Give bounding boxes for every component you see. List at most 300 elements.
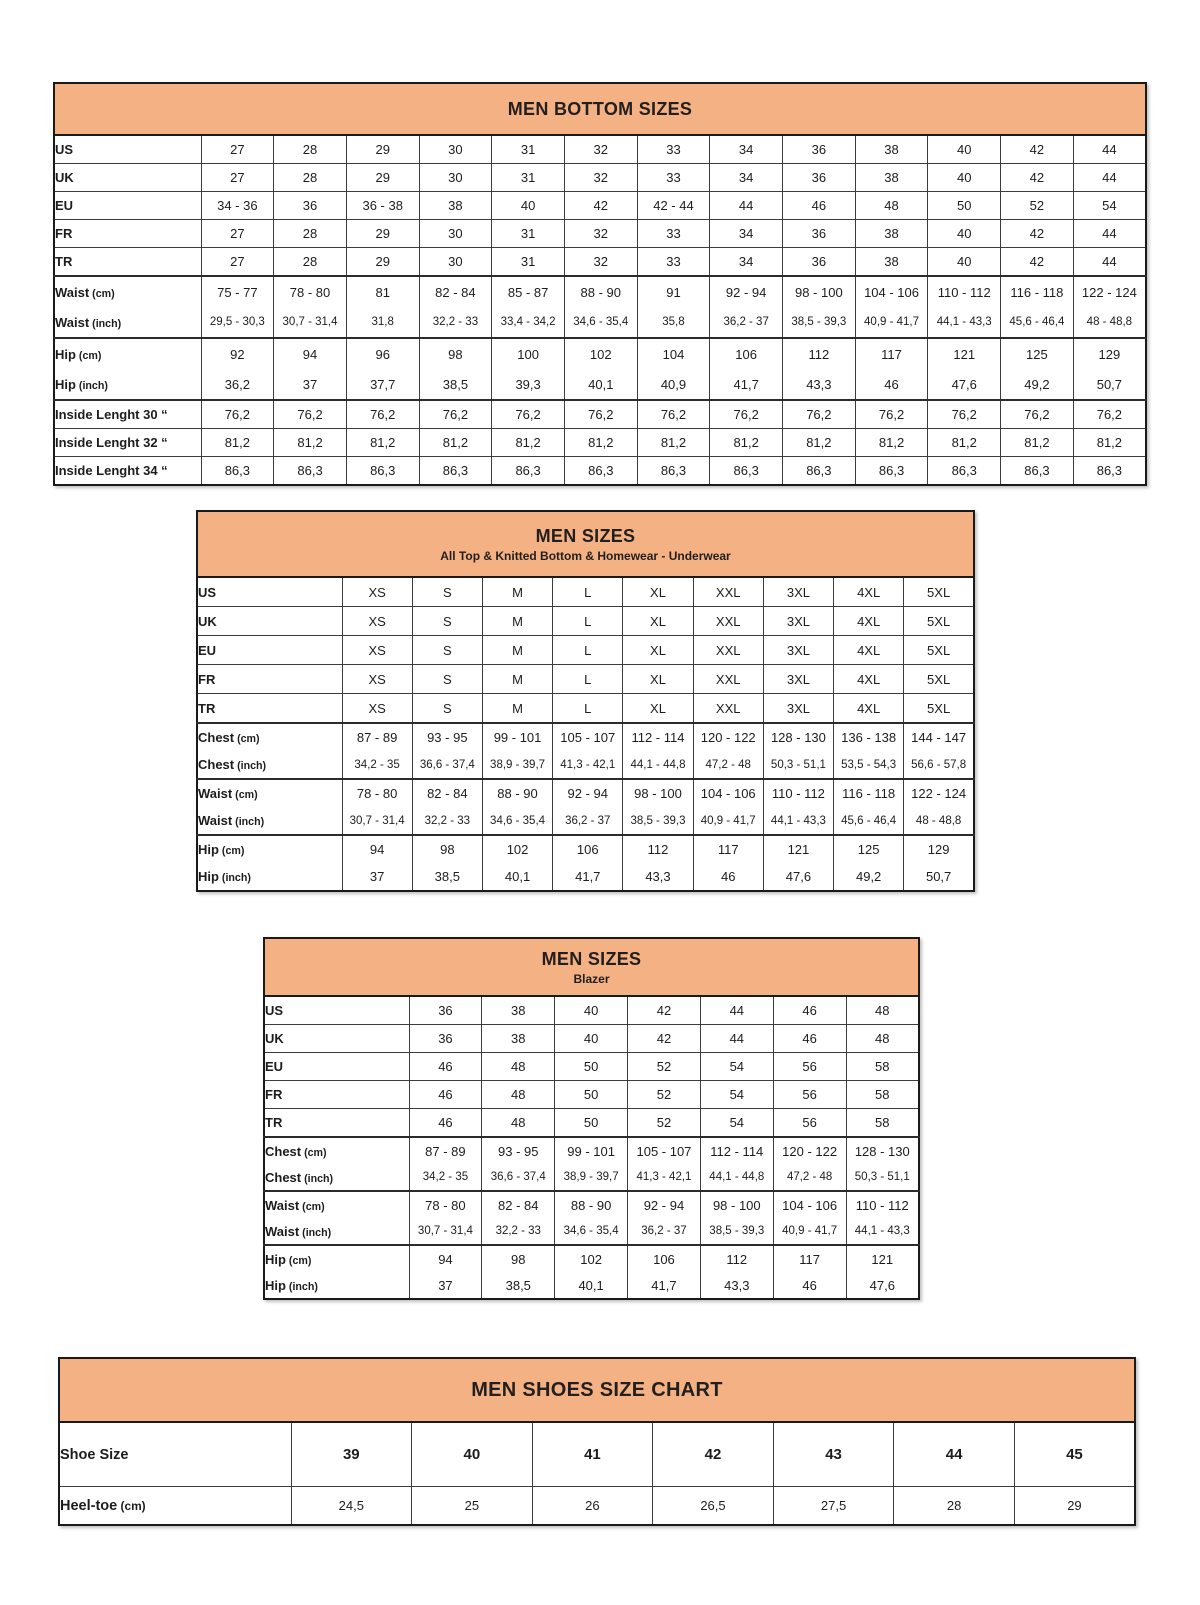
size-cell: 125	[834, 835, 904, 863]
size-cell: 44,1 - 44,8	[700, 1164, 773, 1191]
size-cell: 25	[412, 1487, 533, 1526]
size-cell: 5XL	[904, 607, 974, 636]
table-row	[197, 835, 974, 863]
size-cell: 26	[532, 1487, 653, 1526]
size-cell: 82 - 84	[412, 779, 482, 807]
size-cell: 42	[653, 1422, 774, 1487]
size-cell: 29,5 - 30,3	[201, 307, 274, 338]
row-label: FR	[197, 665, 342, 694]
row-label: Hip (cm)	[54, 338, 201, 369]
row-label: TR	[264, 1109, 409, 1138]
men-sizes-top-knitted	[196, 510, 975, 892]
size-cell: 42	[564, 192, 637, 220]
table-row	[264, 1081, 919, 1109]
size-cell: 86,3	[201, 457, 274, 486]
table-row	[59, 1487, 1135, 1526]
size-cell: XXL	[693, 577, 763, 607]
size-cell: XL	[623, 665, 693, 694]
size-cell: 5XL	[904, 665, 974, 694]
row-label: Waist (cm)	[54, 276, 201, 307]
size-cell: 44	[1073, 248, 1146, 277]
size-cell: 116 - 118	[1001, 276, 1074, 307]
size-cell: 34 - 36	[201, 192, 274, 220]
size-cell: 86,3	[346, 457, 419, 486]
size-cell: 106	[553, 835, 623, 863]
size-cell: 76,2	[928, 400, 1001, 429]
size-cell: 144 - 147	[904, 723, 974, 751]
size-cell: 24,5	[291, 1487, 412, 1526]
size-cell: 36,2 - 37	[553, 807, 623, 835]
row-label: TR	[197, 694, 342, 724]
size-cell: 50,3 - 51,1	[763, 751, 833, 779]
size-cell: 56	[773, 1053, 846, 1081]
size-cell: 34,6 - 35,4	[482, 807, 552, 835]
table-subtitle: Blazer	[573, 971, 610, 986]
table-row	[197, 807, 974, 835]
size-cell: 50	[555, 1053, 628, 1081]
size-cell: 31	[492, 164, 565, 192]
row-label: Inside Lenght 32 “	[54, 429, 201, 457]
size-cell: 36,2 - 37	[710, 307, 783, 338]
men-shoes-size-chart-table	[58, 1357, 1136, 1526]
size-cell: 30	[419, 248, 492, 277]
size-cell: 44	[1073, 164, 1146, 192]
size-cell: 37	[342, 863, 412, 891]
size-cell: 87 - 89	[409, 1137, 482, 1164]
size-cell: L	[553, 694, 623, 724]
size-cell: 47,6	[928, 369, 1001, 400]
size-cell: 81	[346, 276, 419, 307]
size-cell: 32,2 - 33	[419, 307, 492, 338]
row-label: Chest (cm)	[197, 723, 342, 751]
size-cell: 32,2 - 33	[412, 807, 482, 835]
size-cell: 38,9 - 39,7	[482, 751, 552, 779]
size-cell: 58	[846, 1053, 919, 1081]
size-cell: 81,2	[564, 429, 637, 457]
size-cell: 31,8	[346, 307, 419, 338]
size-cell: 32,2 - 33	[482, 1218, 555, 1245]
table-row	[264, 1218, 919, 1245]
row-label: Inside Lenght 34 “	[54, 457, 201, 486]
size-cell: 86,3	[855, 457, 928, 486]
size-cell: 76,2	[419, 400, 492, 429]
size-cell: 38,5	[412, 863, 482, 891]
size-cell: 34,6 - 35,4	[555, 1218, 628, 1245]
table-row	[264, 1191, 919, 1218]
size-cell: 36	[409, 1025, 482, 1053]
size-cell: 85 - 87	[492, 276, 565, 307]
size-cell: 33	[637, 164, 710, 192]
row-label: Waist (cm)	[197, 779, 342, 807]
size-cell: 47,2 - 48	[773, 1164, 846, 1191]
size-cell: 76,2	[1001, 400, 1074, 429]
size-cell: 40	[928, 135, 1001, 164]
size-cell: 47,2 - 48	[693, 751, 763, 779]
size-cell: 121	[928, 338, 1001, 369]
men-bottom-sizes-table	[53, 82, 1147, 486]
size-cell: M	[482, 607, 552, 636]
size-cell: 94	[274, 338, 347, 369]
table-row	[54, 276, 1146, 307]
size-cell: 45,6 - 46,4	[834, 807, 904, 835]
size-cell: 29	[346, 164, 419, 192]
size-cell: 78 - 80	[274, 276, 347, 307]
size-cell: 46	[855, 369, 928, 400]
row-label: UK	[54, 164, 201, 192]
size-cell: 125	[1001, 338, 1074, 369]
size-cell: M	[482, 694, 552, 724]
size-cell: 27,5	[773, 1487, 894, 1526]
size-cell: 40,1	[555, 1272, 628, 1299]
size-cell: 99 - 101	[482, 723, 552, 751]
row-label: Hip (cm)	[264, 1245, 409, 1272]
size-cell: 110 - 112	[763, 779, 833, 807]
size-cell: 50,7	[904, 863, 974, 891]
size-cell: 31	[492, 248, 565, 277]
size-cell: S	[412, 665, 482, 694]
table-row	[59, 1422, 1135, 1487]
size-cell: 42	[628, 1025, 701, 1053]
size-cell: 48 - 48,8	[1073, 307, 1146, 338]
size-cell: 86,3	[274, 457, 347, 486]
table-row	[54, 192, 1146, 220]
size-cell: 86,3	[637, 457, 710, 486]
size-cell: 38	[855, 135, 928, 164]
table-row	[197, 665, 974, 694]
size-cell: 49,2	[1001, 369, 1074, 400]
table-row	[54, 248, 1146, 277]
size-cell: 53,5 - 54,3	[834, 751, 904, 779]
size-cell: 44	[1073, 135, 1146, 164]
table-row	[197, 577, 974, 607]
size-cell: 3XL	[763, 665, 833, 694]
size-cell: 98 - 100	[700, 1191, 773, 1218]
size-cell: 44,1 - 43,3	[763, 807, 833, 835]
size-cell: 86,3	[419, 457, 492, 486]
size-cell: 36	[783, 220, 856, 248]
row-label: Hip (cm)	[197, 835, 342, 863]
size-cell: 92 - 94	[710, 276, 783, 307]
size-cell: 86,3	[783, 457, 856, 486]
size-cell: 81,2	[492, 429, 565, 457]
size-cell: 54	[700, 1109, 773, 1138]
size-cell: 28	[274, 220, 347, 248]
size-cell: 41,7	[710, 369, 783, 400]
row-label: Waist (inch)	[198, 813, 265, 828]
size-cell: 40,9 - 41,7	[855, 307, 928, 338]
size-cell: 46	[409, 1081, 482, 1109]
size-cell: 38,5 - 39,3	[700, 1218, 773, 1245]
size-cell: 76,2	[274, 400, 347, 429]
size-cell: 44,1 - 43,3	[846, 1218, 919, 1245]
size-cell: 45,6 - 46,4	[1001, 307, 1074, 338]
size-cell: 36	[783, 135, 856, 164]
size-cell: 40,9 - 41,7	[773, 1218, 846, 1245]
size-cell: 104 - 106	[693, 779, 763, 807]
size-cell: 81,2	[928, 429, 1001, 457]
size-cell: 48	[855, 192, 928, 220]
size-cell: 102	[564, 338, 637, 369]
size-cell: 117	[693, 835, 763, 863]
size-cell: 121	[846, 1245, 919, 1272]
size-cell: 4XL	[834, 636, 904, 665]
size-cell: 45	[1014, 1422, 1135, 1487]
size-cell: XXL	[693, 694, 763, 724]
size-cell: 81,2	[201, 429, 274, 457]
size-cell: 100	[492, 338, 565, 369]
size-cell: 39	[291, 1422, 412, 1487]
size-cell: XXL	[693, 636, 763, 665]
size-cell: 3XL	[763, 694, 833, 724]
size-cell: 32	[564, 248, 637, 277]
size-cell: 76,2	[1073, 400, 1146, 429]
table-row	[197, 779, 974, 807]
size-cell: 39,3	[492, 369, 565, 400]
size-cell: 96	[346, 338, 419, 369]
row-label: Chest (inch)	[265, 1169, 334, 1185]
size-cell: 48	[482, 1081, 555, 1109]
size-cell: 30	[419, 164, 492, 192]
table-row	[54, 307, 1146, 338]
size-cell: 86,3	[492, 457, 565, 486]
size-cell: 46	[773, 1272, 846, 1299]
size-cell: 38,5	[482, 1272, 555, 1299]
size-cell: 27	[201, 248, 274, 277]
size-cell: 104 - 106	[773, 1191, 846, 1218]
size-cell: 78 - 80	[409, 1191, 482, 1218]
size-cell: 41,3 - 42,1	[553, 751, 623, 779]
size-cell: 76,2	[783, 400, 856, 429]
size-cell: 38,5 - 39,3	[623, 807, 693, 835]
size-cell: 40	[928, 248, 1001, 277]
size-cell: 128 - 130	[763, 723, 833, 751]
row-label: US	[265, 1003, 284, 1018]
size-cell: 38	[855, 164, 928, 192]
size-cell: 28	[274, 248, 347, 277]
size-cell: 106	[710, 338, 783, 369]
size-cell: 46	[773, 1025, 846, 1053]
table-header-band	[54, 83, 1146, 135]
table-row	[54, 400, 1146, 429]
size-cell: 76,2	[346, 400, 419, 429]
size-cell: 50,3 - 51,1	[846, 1164, 919, 1191]
size-cell: 37,7	[346, 369, 419, 400]
size-cell: 40,9	[637, 369, 710, 400]
size-cell: 28	[274, 164, 347, 192]
size-cell: 5XL	[904, 636, 974, 665]
size-cell: 81,2	[1001, 429, 1074, 457]
size-cell: 40	[555, 1025, 628, 1053]
size-cell: 33	[637, 220, 710, 248]
size-cell: 33,4 - 34,2	[492, 307, 565, 338]
size-cell: 81,2	[710, 429, 783, 457]
size-cell: 78 - 80	[342, 779, 412, 807]
size-cell: 42 - 44	[637, 192, 710, 220]
size-cell: 91	[637, 276, 710, 307]
size-cell: 34,6 - 35,4	[564, 307, 637, 338]
size-cell: 32	[564, 164, 637, 192]
size-cell: 48	[846, 996, 919, 1025]
size-cell: 122 - 124	[904, 779, 974, 807]
row-label: Hip (inch)	[265, 1277, 318, 1293]
table-header-band	[264, 938, 919, 996]
size-cell: 105 - 107	[628, 1137, 701, 1164]
table-row	[54, 429, 1146, 457]
size-cell: 42	[1001, 248, 1074, 277]
size-cell: 44,1 - 44,8	[623, 751, 693, 779]
size-cell: 34	[710, 135, 783, 164]
size-cell: 50	[555, 1081, 628, 1109]
size-cell: XS	[342, 636, 412, 665]
table-row	[54, 220, 1146, 248]
size-cell: M	[482, 665, 552, 694]
row-label: EU	[197, 636, 342, 665]
row-label: Shoe Size	[60, 1446, 129, 1463]
size-cell: 5XL	[904, 577, 974, 607]
size-cell: 93 - 95	[412, 723, 482, 751]
size-cell: 76,2	[710, 400, 783, 429]
size-cell: 41,7	[628, 1272, 701, 1299]
table-row	[264, 996, 919, 1025]
table-row	[264, 1109, 919, 1138]
size-cell: XS	[342, 665, 412, 694]
size-cell: 5XL	[904, 694, 974, 724]
table-row	[264, 1164, 919, 1191]
table-header-band	[197, 511, 974, 577]
size-cell: 43,3	[700, 1272, 773, 1299]
size-cell: 76,2	[492, 400, 565, 429]
size-cell: 40,1	[564, 369, 637, 400]
size-cell: 86,3	[564, 457, 637, 486]
size-cell: 29	[346, 220, 419, 248]
size-cell: 88 - 90	[564, 276, 637, 307]
table-row	[197, 723, 974, 751]
size-cell: XXL	[693, 665, 763, 694]
size-cell: 88 - 90	[555, 1191, 628, 1218]
size-cell: 37	[409, 1272, 482, 1299]
size-cell: 121	[763, 835, 833, 863]
size-cell: 50,7	[1073, 369, 1146, 400]
size-cell: 32	[564, 135, 637, 164]
size-cell: 29	[1014, 1487, 1135, 1526]
size-cell: XL	[623, 694, 693, 724]
size-cell: 92	[201, 338, 274, 369]
size-cell: 86,3	[928, 457, 1001, 486]
size-cell: 42	[1001, 220, 1074, 248]
size-cell: 117	[773, 1245, 846, 1272]
size-cell: 38	[482, 1025, 555, 1053]
size-cell: 40,1	[482, 863, 552, 891]
men-sizes-top-knitted-table	[196, 510, 975, 892]
size-cell: 34	[710, 220, 783, 248]
size-cell: 81,2	[783, 429, 856, 457]
size-cell: 4XL	[834, 577, 904, 607]
size-cell: 82 - 84	[419, 276, 492, 307]
size-cell: 56	[773, 1081, 846, 1109]
size-cell: 56	[773, 1109, 846, 1138]
size-cell: 40	[492, 192, 565, 220]
size-cell: 36,6 - 37,4	[412, 751, 482, 779]
size-cell: 75 - 77	[201, 276, 274, 307]
size-cell: 98	[482, 1245, 555, 1272]
size-cell: 46	[409, 1053, 482, 1081]
row-label: Waist (inch)	[265, 1223, 332, 1239]
table-header-band	[59, 1358, 1135, 1422]
size-cell: 41	[532, 1422, 653, 1487]
size-cell: 36,2	[201, 369, 274, 400]
row-label: Waist (inch)	[55, 314, 122, 330]
row-label: Hip (inch)	[198, 869, 251, 884]
table-row	[197, 694, 974, 724]
table-row	[54, 164, 1146, 192]
size-cell: 116 - 118	[834, 779, 904, 807]
size-cell: 112	[623, 835, 693, 863]
size-cell: 28	[894, 1487, 1015, 1526]
size-cell: 4XL	[834, 694, 904, 724]
size-cell: 4XL	[834, 665, 904, 694]
size-cell: 47,6	[846, 1272, 919, 1299]
size-cell: 33	[637, 248, 710, 277]
size-cell: 92 - 94	[553, 779, 623, 807]
size-cell: 105 - 107	[553, 723, 623, 751]
table-row	[264, 1137, 919, 1164]
size-cell: 112 - 114	[623, 723, 693, 751]
size-cell: 33	[637, 135, 710, 164]
size-cell: 44	[700, 1025, 773, 1053]
size-cell: 43,3	[783, 369, 856, 400]
size-cell: 92 - 94	[628, 1191, 701, 1218]
size-cell: 42	[628, 996, 701, 1025]
size-cell: 40	[928, 220, 1001, 248]
size-cell: 38	[482, 996, 555, 1025]
table-title: MEN SIZES	[541, 948, 642, 969]
table-row	[54, 369, 1146, 400]
row-label: FR	[54, 220, 201, 248]
size-cell: 48 - 48,8	[904, 807, 974, 835]
size-cell: S	[412, 694, 482, 724]
row-label: UK	[264, 1025, 409, 1053]
size-cell: 3XL	[763, 607, 833, 636]
size-cell: 4XL	[834, 607, 904, 636]
size-cell: 31	[492, 220, 565, 248]
size-cell: 54	[700, 1053, 773, 1081]
table-row	[264, 1025, 919, 1053]
size-cell: L	[553, 577, 623, 607]
size-cell: 40,9 - 41,7	[693, 807, 763, 835]
size-cell: 38	[419, 192, 492, 220]
row-label: Hip (inch)	[55, 376, 108, 392]
size-cell: L	[553, 665, 623, 694]
size-cell: 31	[492, 135, 565, 164]
size-cell: 29	[346, 248, 419, 277]
size-cell: 81,2	[346, 429, 419, 457]
table-row	[197, 863, 974, 891]
table-title: MEN SHOES SIZE CHART	[471, 1378, 723, 1401]
size-cell: 112 - 114	[700, 1137, 773, 1164]
size-cell: 44	[710, 192, 783, 220]
size-cell: 30	[419, 135, 492, 164]
size-cell: 34	[710, 164, 783, 192]
size-cell: 27	[201, 164, 274, 192]
size-cell: 98	[419, 338, 492, 369]
row-label: TR	[54, 248, 201, 277]
table-row	[54, 338, 1146, 369]
size-cell: 30,7 - 31,4	[342, 807, 412, 835]
row-label: Waist (cm)	[264, 1191, 409, 1218]
size-cell: 110 - 112	[846, 1191, 919, 1218]
size-cell: 38,9 - 39,7	[555, 1164, 628, 1191]
size-cell: 106	[628, 1245, 701, 1272]
